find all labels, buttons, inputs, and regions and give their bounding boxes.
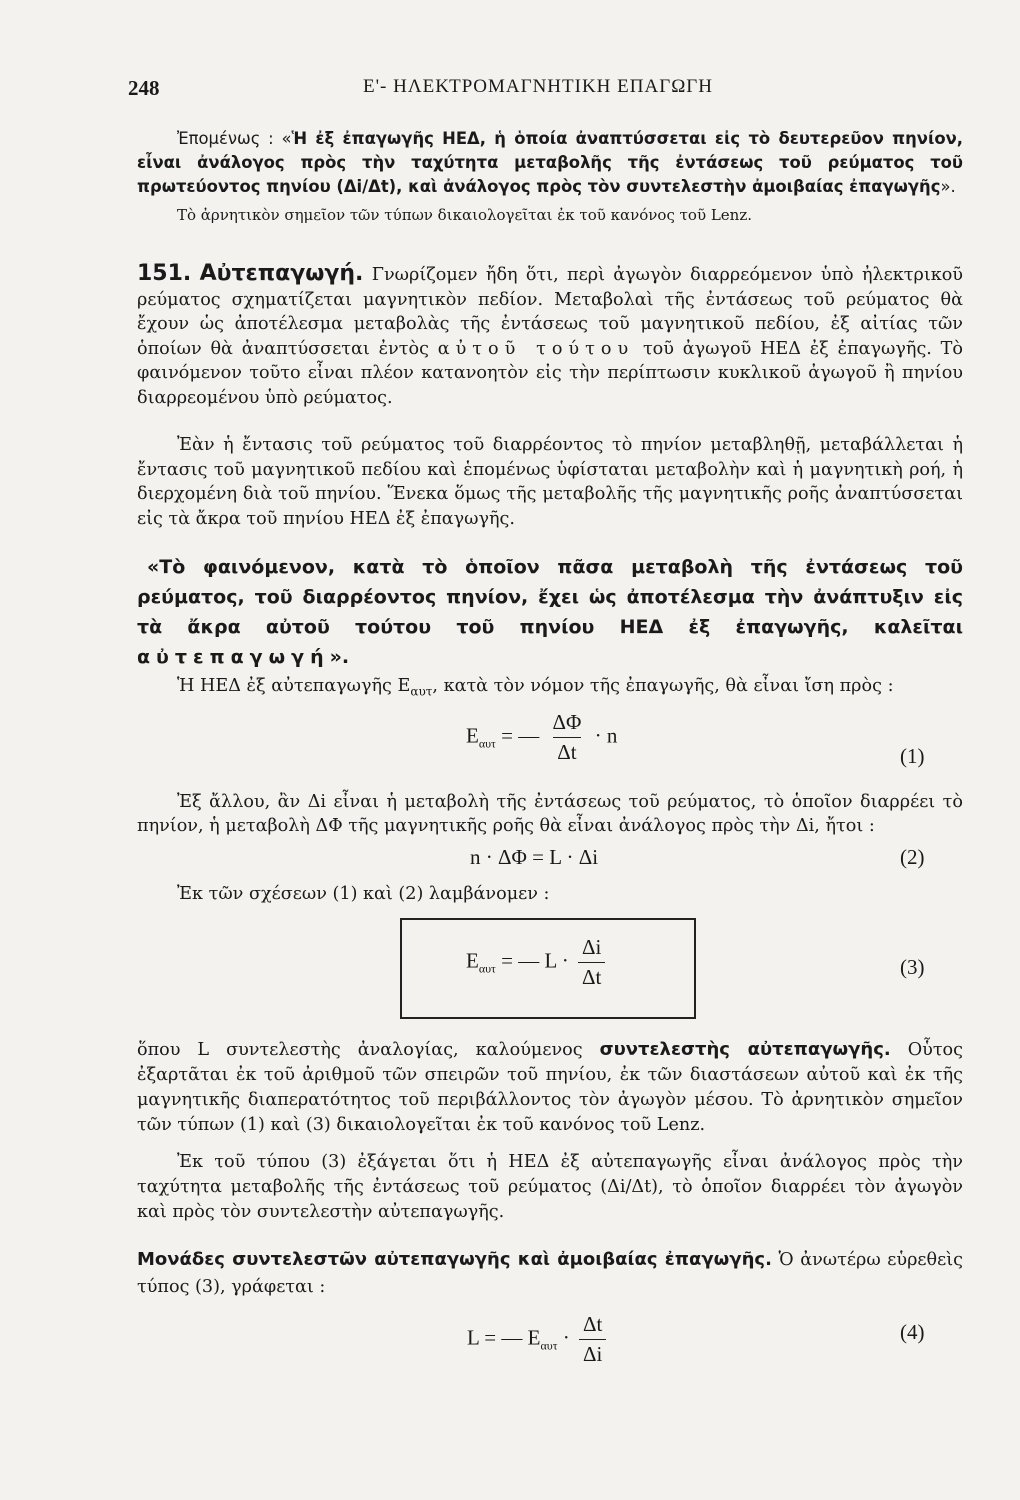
section-title: Αὐτεπαγωγή. [199,261,364,286]
f3-fraction [578,935,605,990]
p6-b: Οὗτος ἐξαρτᾶται ἐκ τοῦ ἀριθμοῦ τῶν σπειρῶν τοῦ πηνίου, ἐκ τῶν διαστάσεων αὐτοῦ καὶ ἐκ τῆς μαγνητικῆς διαπερατότητος τοῦ περιβάλλοντος τὸν ἀγωγὸν μέσου. Τὸ ἀρνητικὸν σημεῖον τῶν τύπων (1) καὶ (3) δικαιολογεῖται ἐκ τοῦ κανόνος τοῦ Lenz. [137,1040,964,1135]
section-151-p4: Ἐξ ἄλλου, ἂν Δi εἶναι ἡ μεταβολὴ τῆς ἐντάσεως τοῦ ρεύματος, τὸ ὁποῖον διαρρέει τὸ πηνίον, ἡ μεταβολὴ ΔΦ τῆς μαγνητικῆς ροῆς θὰ εἶναι ἀνάλογος πρὸς τὴν Δi, ἤτοι : [137,792,963,836]
p3-a: Ἡ ΗΕΔ ἐξ αὐτεπαγωγῆς E [177,676,411,696]
f3-numerator: Δi [582,935,602,959]
f1-numerator: ΔΦ [552,710,582,734]
formula-1 [466,710,617,765]
f4-numerator: Δt [583,1312,603,1336]
f4-denominator: Δi [579,1339,606,1367]
section-151-p1 [137,262,963,411]
section-number: 151. [137,261,192,286]
units-paragraph [137,1246,963,1301]
eq-label-1: (1) [900,744,925,768]
formula-4 [467,1312,610,1367]
page-number: 248 [128,76,160,100]
section-151-p5: Ἐκ τῶν σχέσεων (1) καὶ (2) λαμβάνομεν : [177,884,550,904]
eq-label-4: (4) [900,1320,925,1344]
formula-3 [466,935,609,990]
f1-sub: αυτ [478,736,496,751]
definition-paragraph [137,552,963,672]
f3-sub: αυτ [478,961,496,976]
f1-denominator: Δt [553,737,580,765]
page-header [128,76,908,106]
f1-lhs: E [466,723,479,748]
f4-fraction [579,1312,606,1367]
intro-lead: Ἐπομένως : « [177,129,292,148]
section-151-p7: Ἐκ τοῦ τύπου (3) ἐξάγεται ὅτι ἡ ΗΕΔ ἐξ αὐτεπαγωγῆς εἶναι ἀνάλογος πρὸς τὴν ταχύτητα μεταβολῆς τῆς ἐντάσεως τοῦ ρεύματος (Δi/Δt), τὸ ὁποῖον διαρρέει τὸν ἀγωγὸν καὶ πρὸς τὸν συντελεστὴν αὐτεπαγωγῆς. [137,1152,963,1222]
f1-tail: · n [594,723,618,748]
p3-sub: αυτ [410,684,433,699]
intro-paragraph [137,127,963,199]
formula-2: n · ΔΦ = L · Δi [470,845,599,869]
p6-a: ὅπου L συντελεστὴς ἀναλογίας, καλούμενος [137,1040,583,1060]
f3-eq: = — L · [501,948,569,973]
definition-end: ». [329,646,350,668]
f3-lhs: E [466,948,479,973]
p1-spaced: αὐτοῦ τούτου [437,338,635,359]
eq-label-3: (3) [900,955,925,979]
chapter-title: Ε'- ΗΛΕΚΤΡΟΜΑΓΝΗΤΙΚΗ ΕΠΑΓΩΓΗ [363,76,714,97]
f4-dot: · [562,1325,570,1350]
intro-statement: Ἡ ἐξ ἐπαγωγῆς ΗΕΔ, ἡ ὁποία ἀναπτύσσεται εἰς τὸ δευτερεῦον πηνίον, εἶναι ἀνάλογος πρὸς τὴν ταχύτητα μεταβολῆς τῆς ἐντάσεως τοῦ ρεύματος τοῦ πρωτεύοντος πηνίου (Δi/Δt), καὶ ἀνάλογος πρὸς τὸν συντελεστὴν ἀμοιβαίας ἐπαγωγῆς [137,129,964,196]
units-heading: Μονάδες συντελεστῶν αὐτεπαγωγῆς καὶ ἀμοιβαίας ἐπαγωγῆς. [137,1249,772,1270]
f3-denominator: Δt [578,962,605,990]
intro-tail: ». [940,177,956,196]
section-151-p6 [137,1037,963,1138]
section-151-p3 [137,674,963,704]
p6-bold-term: συντελεστὴς αὐτεπαγωγῆς. [599,1039,891,1060]
sign-note: Τὸ ἀρνητικὸν σημεῖον τῶν τύπων δικαιολογεῖται ἐκ τοῦ κανόνος τοῦ Lenz. [177,206,753,224]
eq-label-2: (2) [900,845,925,869]
f1-eq: = — [501,723,540,748]
p1-before: Γνωρίζομεν ἤδη ὅτι, περὶ ἀγωγὸν διαρρεόμενον ὑπὸ ἠλεκτρικοῦ ρεύματος σχηματίζεται μαγνητικὸν πεδίον. Μεταβολαὶ τῆς ἐντάσεως τοῦ ρεύματος θὰ ἔχουν ὡς ἀποτέλεσμα μεταβολὰς τῆς ἐντάσεως τοῦ μαγνητικοῦ πεδίου, ἐξ αἰτίας τῶν ὁποίων θὰ ἀναπτύσσεται ἐντὸς [137,265,964,359]
f4-sub: αυτ [540,1338,558,1353]
definition-text: «Τὸ φαινόμενον, κατὰ τὸ ὁποῖον πᾶσα μεταβολὴ τῆς ἐντάσεως τοῦ ρεύματος, τοῦ διαρρέοντος πηνίον, ἔχει ὡς ἀποτέλεσμα τὴν ἀνάπτυξιν εἰς τὰ ἄκρα αὐτοῦ τούτου τοῦ πηνίου ΗΕΔ ἐξ ἐπαγωγῆς, καλεῖται [137,556,963,638]
p1-after: τοῦ ἀγωγοῦ ΗΕΔ ἐξ ἐπαγωγῆς. Τὸ φαινόμενον τοῦτο εἶναι πλέον κατανοητὸν εἰς τὴν περίπτωσιν κυκλικοῦ ἀγωγοῦ ἢ πηνίου διαρρεομένου ὑπὸ ρεύματος. [137,338,964,408]
p3-b: , κατὰ τὸν νόμον τῆς ἐπαγωγῆς, θὰ εἶναι ἴση πρὸς : [432,676,894,696]
f4-lhs: L = — E [467,1325,541,1350]
section-151-p2: Ἐὰν ἡ ἔντασις τοῦ ρεύματος τοῦ διαρρέοντος τὸ πηνίον μεταβληθῇ, μεταβάλλεται ἡ ἔντασις τοῦ μαγνητικοῦ πεδίου καὶ ἑπομένως ὑφίσταται μεταβολὴν καὶ ἡ μαγνητικὴ ροή, ἡ διερχομένη διὰ τοῦ πηνίου. Ἕνεκα ὅμως τῆς μεταβολῆς τῆς μαγνητικῆς ροῆς ἀναπτύσσεται εἰς τὰ ἄκρα τοῦ πηνίου ΗΕΔ ἐξ ἐπαγωγῆς. [137,435,963,529]
f1-fraction [548,710,585,765]
definition-term: αὐτεπαγωγή [137,646,330,668]
units-text: Ὁ ἀνωτέρω εὑρεθεὶς τύπος (3), γράφεται : [137,1250,963,1297]
